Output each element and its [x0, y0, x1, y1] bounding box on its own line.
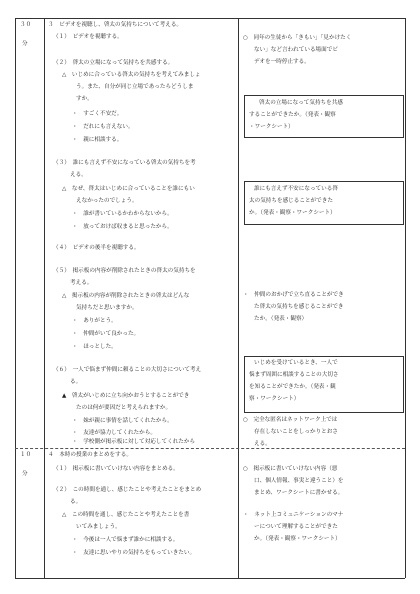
step-3-5-question-line1: △ 掲示板の内容が削除されたときの啓太はどんな: [62, 293, 190, 299]
step-3-5-answer-2: ・ 仲間がいて良かった。: [72, 331, 140, 337]
step-3-3-line1: （３） 誰にも言えず不安になっている啓太の気持ちを考: [53, 160, 196, 166]
step-3-1: （１） ビデオを視聴する。: [53, 34, 123, 40]
evaluation-2-line3: か。（発表・観察・ワークシート）: [249, 210, 336, 216]
table-border-time: [44, 18, 45, 578]
step-3-5-line2: 考える。: [70, 280, 93, 286]
table-border-right: [405, 18, 406, 578]
table-border-top: [15, 18, 405, 19]
note-1-line1: ○ 同年の生徒から「きもい」「見かけたく: [243, 35, 352, 41]
step-3-5-answer-1: ・ ありがとう。: [72, 318, 117, 324]
note-4-line1: ○ 掲示板に書いていけない内容（悪: [243, 466, 338, 472]
step-3-2-question-line1: △ いじめに合っている啓太の気持ちを考えてみましょ: [62, 72, 201, 78]
table-border-left: [15, 18, 16, 578]
table-border-bottom: [15, 578, 405, 579]
evaluation-3-line3: を知ることができたか。（発表・観: [249, 384, 336, 390]
step-3-2-answer-1: ・ すごく不安だ。: [72, 111, 123, 117]
note-3-line1: ○ 完全な匿名はネットワーク上では: [243, 417, 338, 423]
step-3-6-line1: （６） 一人で悩まず仲間に頼ることの大切さについて考え: [53, 367, 202, 373]
time-label-2: １０: [20, 452, 32, 458]
evaluation-1-line3: ・ワークシート）: [249, 124, 294, 130]
table-border-mid: [238, 18, 239, 578]
step-3-4: （４） ビデオの後半を視聴する。: [53, 245, 140, 251]
step-3-title: ３ ビデオを視聴し、啓太の気持ちについて考える。: [48, 22, 183, 28]
note-1-line3: デオを一時停止する。: [254, 59, 310, 65]
step-3-2-answer-2: ・ だれにも言えない。: [72, 124, 134, 130]
note-3-line3: える。: [254, 441, 271, 447]
evaluation-3-line1: いじめを受けているとき、一人で: [254, 360, 338, 366]
step-4-2-answer-1: ・ 今後は一人で悩まず誰かに相談する。: [72, 537, 179, 543]
note-1-line2: ない」など言われている場面でビ: [254, 47, 338, 53]
step-3-6-answer-3: ・ 学校側が掲示板に対して対応してくれたから: [72, 439, 196, 445]
step-3-3-answer-2: ・ 放っておけば収まると思ったから。: [72, 224, 173, 230]
note-2-line1: ・ 仲間のおかげで立ち直ることができ: [243, 292, 344, 298]
note-4-line2: 口、個人情報、事実と違うこと）を: [254, 478, 344, 484]
step-3-6-question-line1: ▲ 啓太がいじめに立ち向かおうとすることができ: [62, 393, 190, 399]
note-5-line2: ーについて理解することができた: [254, 524, 338, 530]
section-divider: [15, 448, 405, 449]
time-label-1: ３０: [20, 22, 32, 28]
step-3-3-line2: える。: [70, 172, 87, 178]
step-3-6-answer-1: ・ 妹が親に事情を話してくれたから。: [72, 418, 173, 424]
step-3-5-answer-3: ・ ほっとした。: [72, 344, 117, 350]
step-3-2: （２） 啓太の立場になって気持ちを共感する。: [53, 60, 174, 66]
step-4-title: ４ 本時の授業のまとめをする。: [48, 452, 132, 458]
step-4-2-question-line1: △ この時間を通し、感じたことや考えたことを書: [62, 512, 190, 518]
step-3-2-question-line2: う。また、自分が同じ立場であったらどうしま: [76, 84, 194, 90]
step-3-5-line1: （５） 掲示板の内容が削除されたときの啓太の気持ちを: [53, 268, 196, 274]
note-3-line2: 存在しないことをしっかりとおさ: [254, 429, 338, 435]
step-3-2-question-line3: すか。: [76, 96, 93, 102]
step-3-6-answer-2: ・ 友達が協力してくれたから。: [72, 430, 156, 436]
time-unit-1: 分: [22, 41, 28, 47]
evaluation-3-line4: 察・ワークシート）: [249, 396, 300, 402]
step-3-3-answer-1: ・ 誰が書いているかわからないから。: [72, 211, 173, 217]
step-4-2-answer-2: ・ 友達に思いやりの気持ちをもっていきたい。: [72, 550, 196, 556]
note-2-line2: た啓太の気持ちを感じることができ: [254, 304, 344, 310]
evaluation-3-line2: 悩まず周囲に相談することの大切さ: [249, 372, 339, 378]
evaluation-2-line2: 太の気持ちを感じることができた: [249, 198, 333, 204]
note-5-line3: か。（発表・観察・ワークシート）: [254, 536, 341, 542]
time-unit-2: 分: [22, 471, 28, 477]
step-4-1: （１） 掲示板に書いていけない内容をまとめる。: [53, 466, 179, 472]
evaluation-1-line1: 啓太の立場になって気持ちを共感: [259, 100, 343, 106]
note-2-line3: たか。（発表・観察）: [254, 316, 308, 322]
step-4-2-question-line2: いてみましょう。: [76, 524, 121, 530]
step-4-2-line1: （２） この時間を通し、感じたことや考えたことをまとめ: [53, 487, 202, 493]
step-4-2-line2: る。: [70, 499, 82, 505]
note-4-line3: まとめ、ワークシートに書かせる。: [254, 490, 344, 496]
step-3-6-question-line2: たのは何が要因だと考えられますか。: [76, 405, 172, 411]
evaluation-2-line1: 誰にも言えず不安になっている啓: [254, 186, 338, 192]
step-3-3-question-line1: △ なぜ、啓太はいじめに合っていることを誰にもい: [62, 186, 195, 192]
step-3-6-line2: る。: [70, 379, 82, 385]
note-5-line1: ・ ネット上コミュニケーションのマナ: [243, 512, 344, 518]
step-3-3-question-line2: えなかったのでしょう。: [76, 198, 138, 204]
step-3-2-answer-3: ・ 親に相談する。: [72, 137, 123, 143]
evaluation-1-line2: することができたか。（発表・観察: [249, 112, 336, 118]
step-3-5-question-line2: 気持ちだと思いますか。: [76, 305, 138, 311]
